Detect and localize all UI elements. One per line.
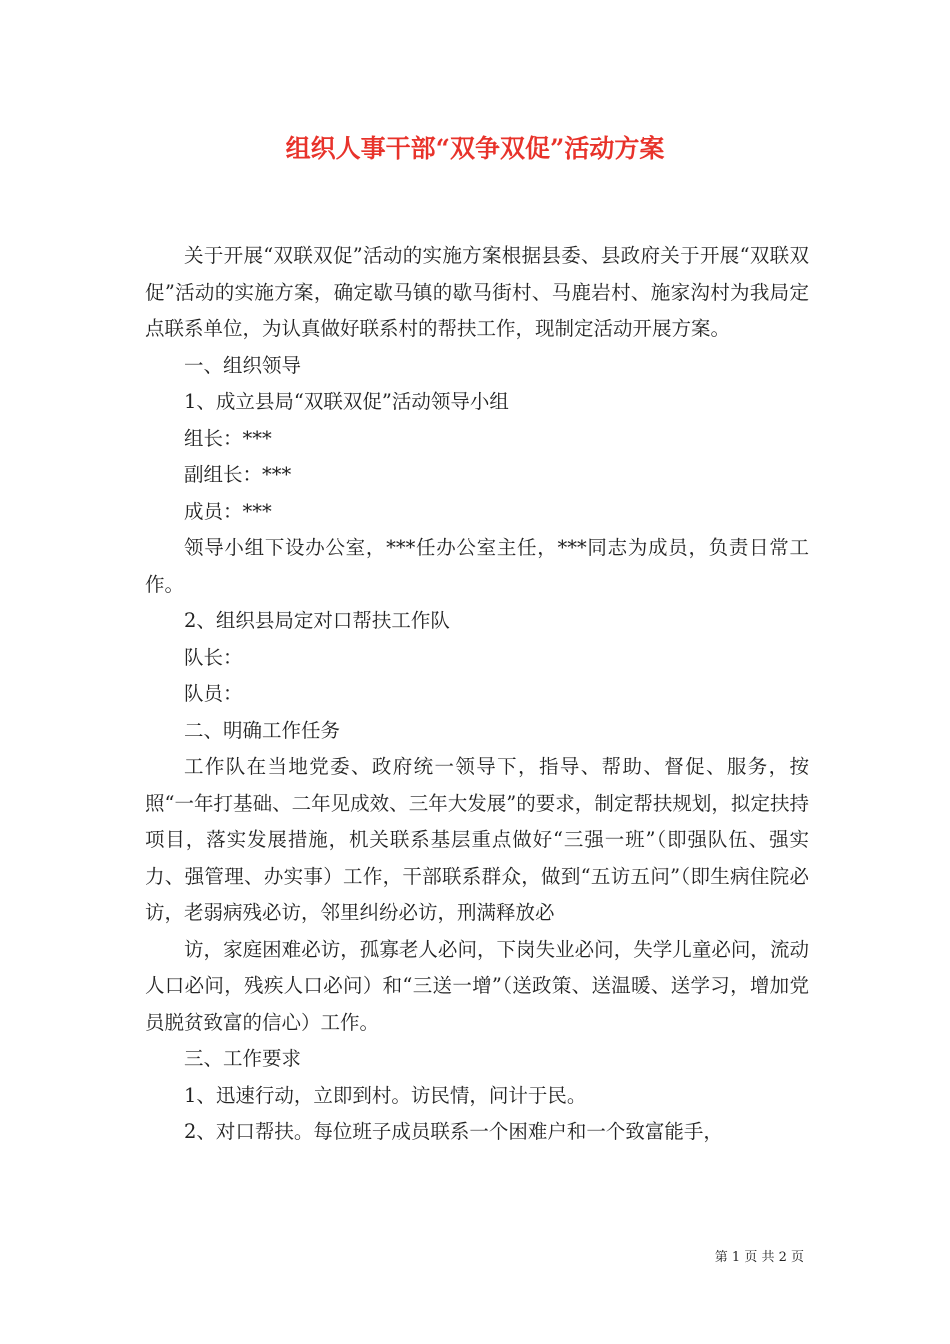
list-item: 组长：***	[184, 426, 272, 450]
list-item: 副组长：***	[184, 463, 292, 486]
page-number: 第 1 页 共 2 页	[714, 1250, 804, 1265]
subsection-heading: 2、组织县局定对口帮扶工作队	[184, 609, 450, 632]
section-heading: 一、组织领导	[184, 353, 302, 377]
paragraph: 工作队在当地党委、政府统一领导下，指导、帮助、督促、服务，按照“一年打基础、二年见成效、三年大发展”的要求，制定帮扶规划，拟定扶持项目，落实发展措施，机关联系基层重点做好“三强一班”（即强队伍、强实力、强管理、办实事）工作，干部联系群众，做到“五访五问”（即生病住院必访，老弱病残必访，邻里纠纷必访，刑满释放必	[145, 755, 809, 924]
document-body	[145, 238, 809, 1151]
section-heading: 二、明确工作任务	[184, 718, 341, 742]
section-heading: 三、工作要求	[184, 1047, 302, 1070]
list-item: 1、迅速行动，立即到村。访民情，问计于民。	[184, 1083, 587, 1107]
paragraph: 领导小组下设办公室，***任办公室主任，***同志为成员，负责日常工作。	[145, 536, 809, 596]
list-item: 2、对口帮扶。每位班子成员联系一个困难户和一个致富能手，	[184, 1120, 723, 1143]
subsection-heading: 1、成立县局“双联双促”活动领导小组	[184, 390, 509, 413]
list-item: 队员：	[184, 682, 243, 705]
paragraph-intro: 关于开展“双联双促”活动的实施方案根据县委、县政府关于开展“双联双促”活动的实施方案，确定歇马镇的歇马街村、马鹿岩村、施家沟村为我局定点联系单位，为认真做好联系村的帮扶工作，现制定活动开展方案。	[145, 244, 809, 340]
list-item: 队长：	[184, 645, 243, 669]
paragraph: 访，家庭困难必访，孤寡老人必问，下岗失业必问，失学儿童必问，流动人口必问，残疾人口必问）和“三送一增”（送政策、送温暖、送学习，增加党员脱贫致富的信心）工作。	[145, 937, 809, 1034]
list-item: 成员：***	[184, 499, 272, 523]
document-title: 组织人事干部“双争双促”活动方案	[285, 134, 665, 163]
